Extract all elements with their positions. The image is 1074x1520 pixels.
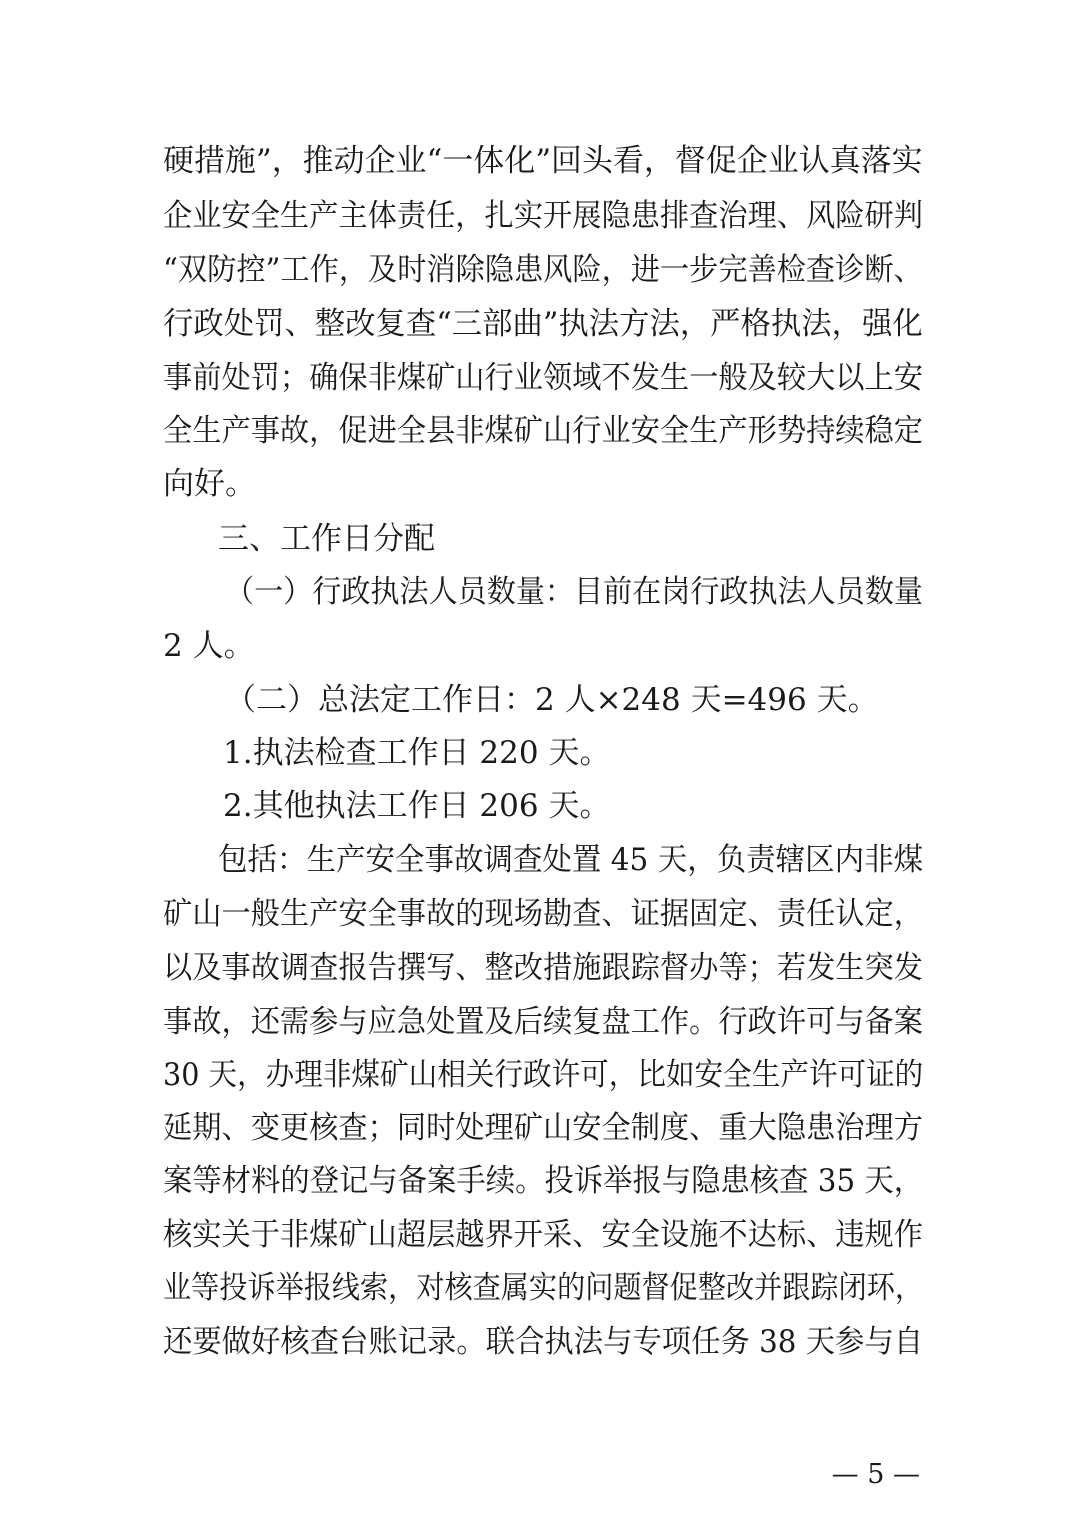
text-line: 还要做好核查台账记录。联合执法与专项任务 38 天参与自 xyxy=(163,1324,924,1360)
text-line: 包括：生产安全事故调查处置 45 天，负责辖区内非煤 xyxy=(218,842,924,878)
text-line: 2 人。 xyxy=(163,628,255,664)
text-line: 案等材料的登记与备案手续。投诉举报与隐患核查 35 天， xyxy=(163,1163,924,1199)
text-line: 矿山一般生产安全事故的现场勘查、证据固定、责任认定， xyxy=(163,896,923,932)
page-number: — 5 — xyxy=(831,1459,920,1490)
section-heading: 三、工作日分配 xyxy=(218,521,435,557)
text-line: 以及事故调查报告撰写、整改措施跟踪督办等；若发生突发 xyxy=(163,950,923,986)
text-line: 企业安全生产主体责任，扎实开展隐患排查治理、风险研判 xyxy=(163,198,923,234)
text-line: 业等投诉举报线索，对核查属实的问题督促整改并跟踪闭环， xyxy=(163,1270,923,1306)
text-line: 全生产事故，促进全县非煤矿山行业安全生产形势持续稳定 xyxy=(163,413,923,449)
text-line: 核实关于非煤矿山超层越界开采、安全设施不达标、违规作 xyxy=(163,1217,923,1253)
subsection-heading: （一）行政执法人员数量：目前在岗行政执法人员数量 xyxy=(225,574,923,610)
subsection-heading: （二）总法定工作日：2 人×248 天=496 天。 xyxy=(225,682,879,718)
text-line: 延期、变更核查；同时处理矿山安全制度、重大隐患治理方 xyxy=(163,1110,923,1146)
text-line: 向好。 xyxy=(163,466,256,502)
text-line: 30 天，办理非煤矿山相关行政许可，比如安全生产许可证的 xyxy=(163,1057,924,1093)
text-line: 事前处罚；确保非煤矿山行业领域不发生一般及较大以上安 xyxy=(163,360,923,396)
list-item: 1.执法检查工作日 220 天。 xyxy=(223,735,611,771)
text-line: “双防控”工作，及时消除隐患风险，进一步完善检查诊断、 xyxy=(163,252,923,288)
text-line: 行政处罚、整改复查“三部曲”执法方法，严格执法，强化 xyxy=(163,306,923,342)
list-item: 2.其他执法工作日 206 天。 xyxy=(223,788,611,824)
text-line: 硬措施”，推动企业“一体化”回头看，督促企业认真落实 xyxy=(163,143,923,179)
text-line: 事故，还需参与应急处置及后续复盘工作。行政许可与备案 xyxy=(163,1004,923,1040)
